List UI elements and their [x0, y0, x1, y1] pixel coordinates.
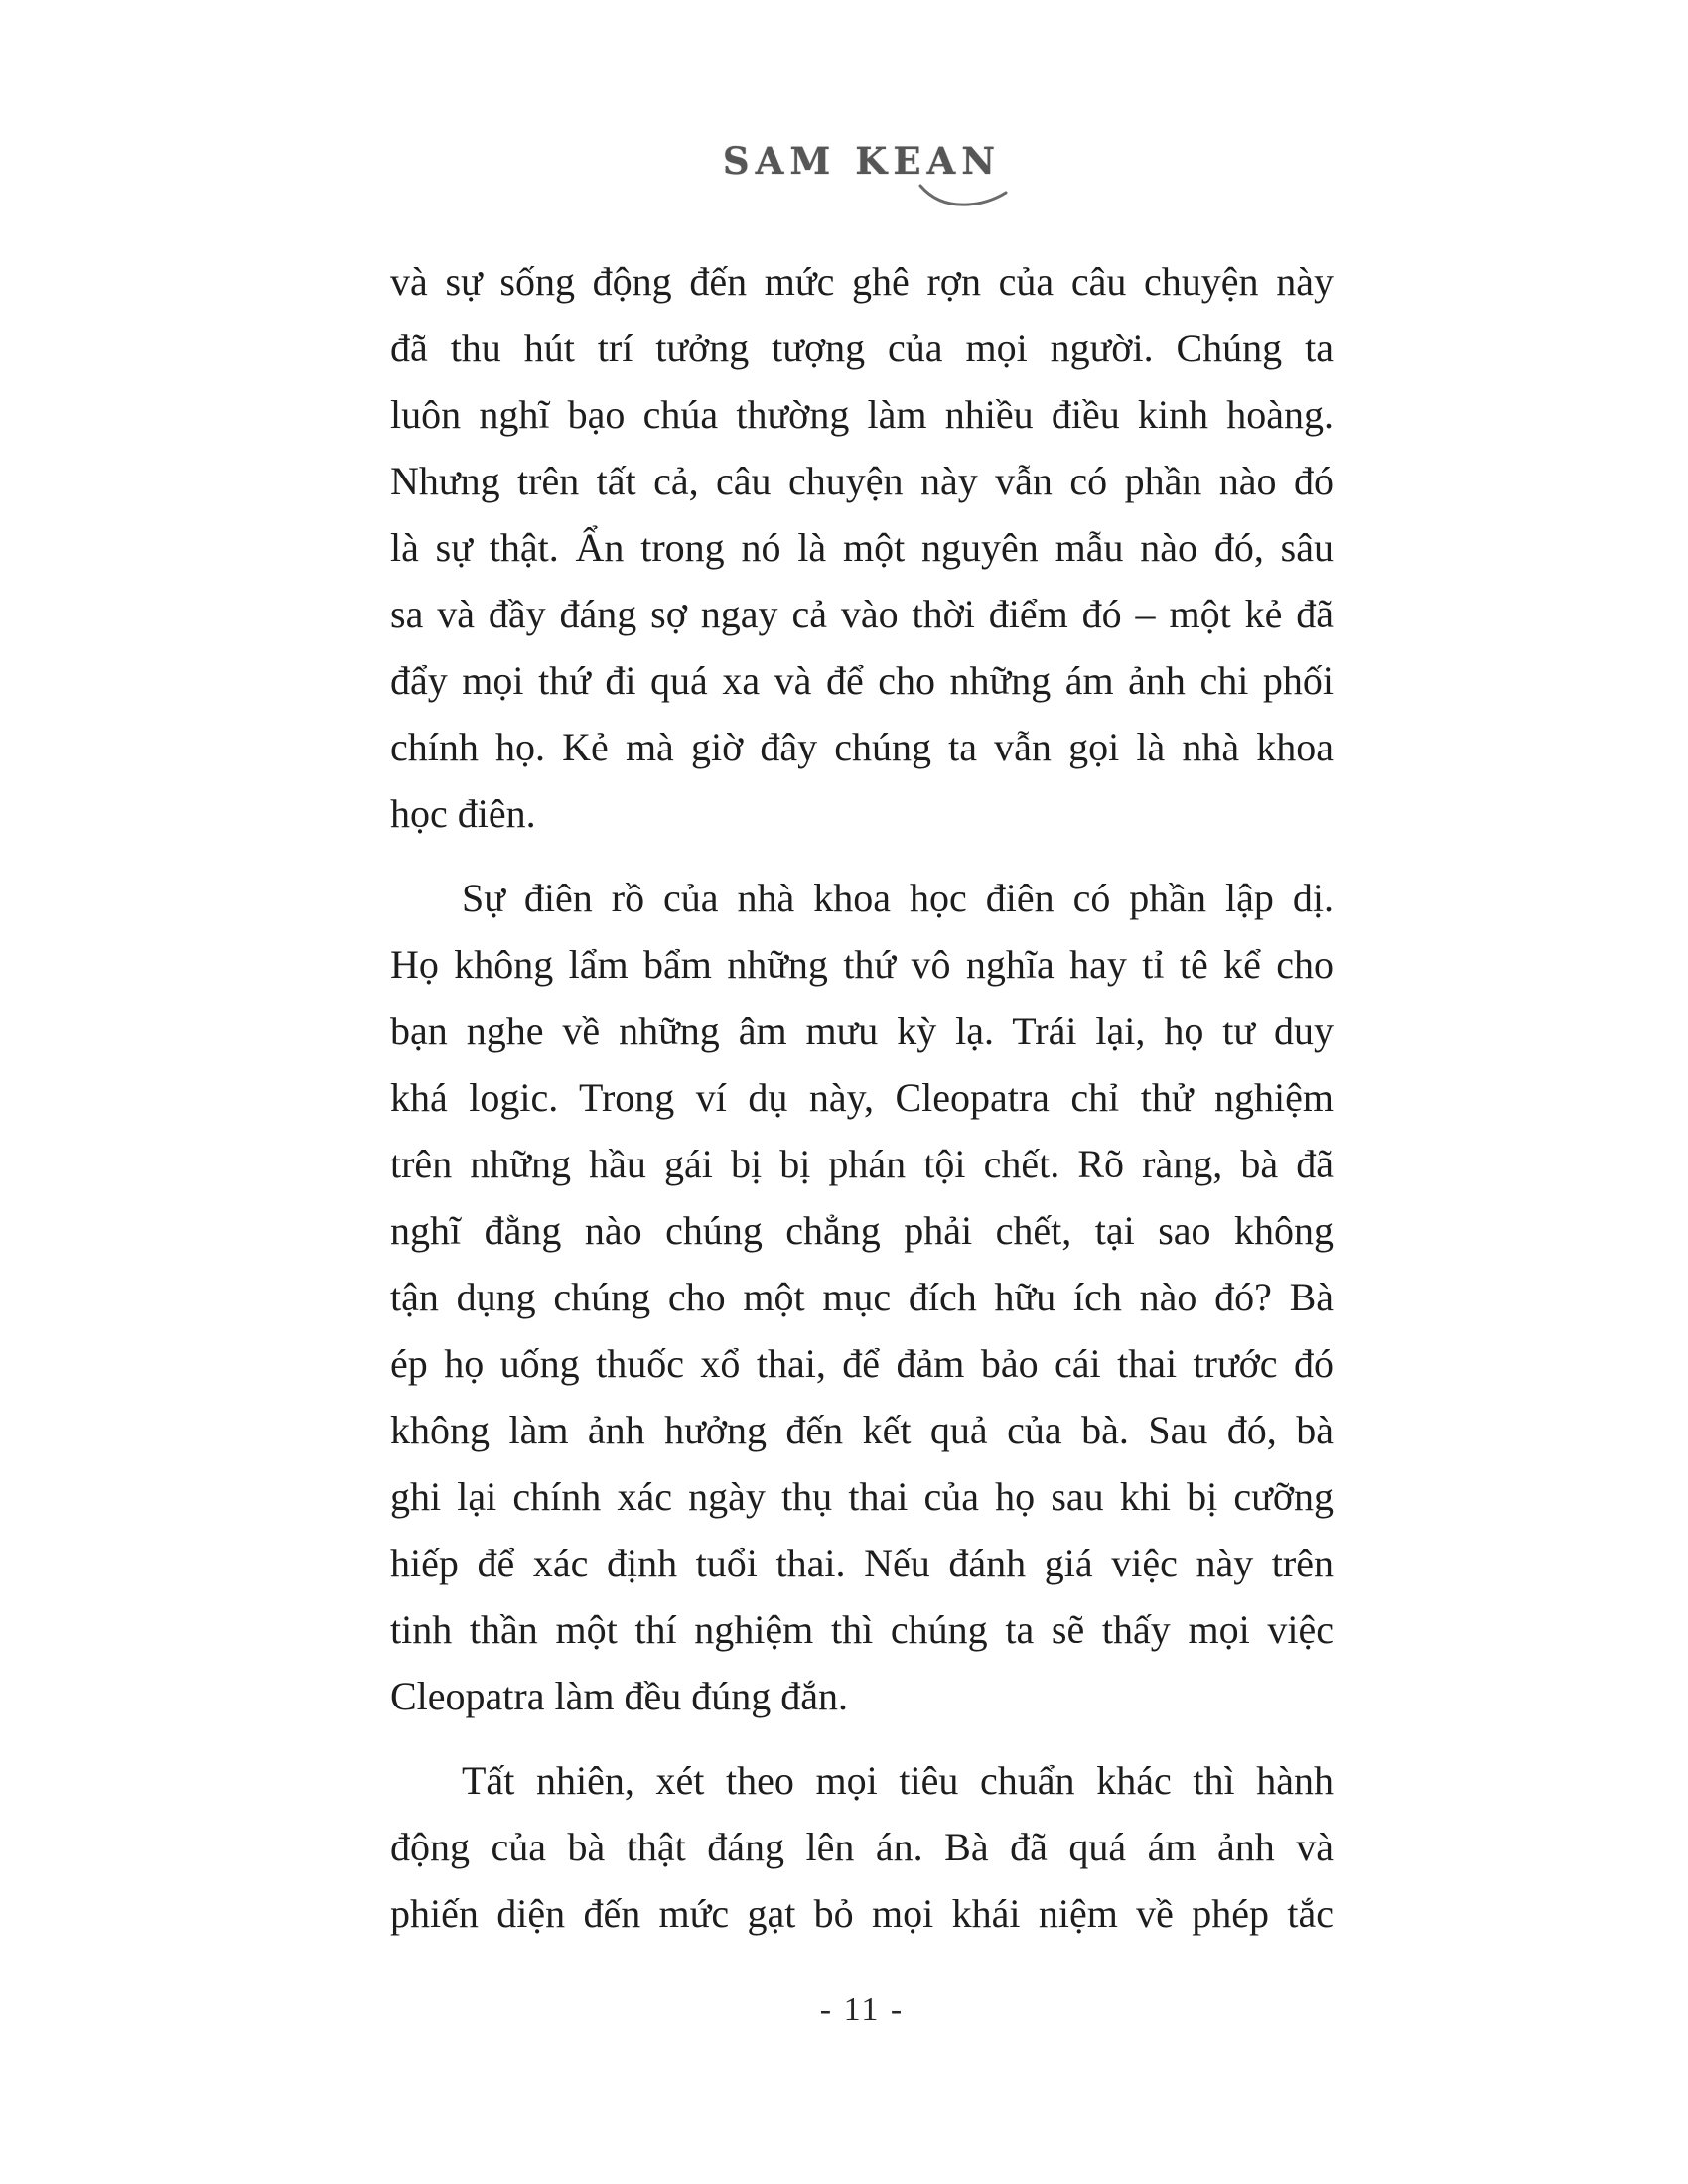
- text-line: Tất nhiên, xét theo mọi tiêu chuẩn khác thì hành: [462, 1758, 1334, 1803]
- text-line: Nhưng trên tất cả, câu chuyện này vẫn có phần nào đó: [390, 459, 1334, 503]
- text-line: tận dụng chúng cho một mục đích hữu ích nào đó? Bà: [390, 1275, 1334, 1319]
- text-line: chính họ. Kẻ mà giờ đây chúng ta vẫn gọi là nhà khoa: [390, 725, 1334, 769]
- text-line: trên những hầu gái bị bị phán tội chết. Rõ ràng, bà đã: [390, 1142, 1334, 1186]
- text-line: luôn nghĩ bạo chúa thường làm nhiều điều kinh hoàng.: [390, 392, 1334, 437]
- text-line: Cleopatra làm đều đúng đắn.: [390, 1674, 848, 1718]
- page-number: - 11 -: [819, 1991, 905, 2028]
- text-line: nghĩ đằng nào chúng chẳng phải chết, tại sao không: [390, 1208, 1334, 1253]
- paragraph: [390, 1747, 1334, 1947]
- text-line: bạn nghe về những âm mưu kỳ lạ. Trái lại, họ tư duy: [390, 1009, 1334, 1053]
- text-line: học điên.: [390, 791, 536, 836]
- running-head: [390, 139, 1334, 183]
- text-line: Họ không lẩm bẩm những thứ vô nghĩa hay tỉ tê kể cho: [390, 942, 1334, 987]
- text-line: động của bà thật đáng lên án. Bà đã quá ám ảnh và: [390, 1825, 1334, 1869]
- text-line: ghi lại chính xác ngày thụ thai của họ sau khi bị cưỡng: [390, 1474, 1334, 1519]
- running-head-title: SAM KEAN: [722, 139, 1002, 183]
- text-block: [390, 248, 1334, 1965]
- text-line: hiếp để xác định tuổi thai. Nếu đánh giá việc này trên: [390, 1541, 1334, 1585]
- text-line: ép họ uống thuốc xổ thai, để đảm bảo cái thai trước đó: [390, 1341, 1334, 1386]
- text-line: đẩy mọi thứ đi quá xa và để cho những ám ảnh chi phối: [390, 658, 1334, 703]
- text-line: Sự điên rồ của nhà khoa học điên có phần lập dị.: [462, 876, 1334, 920]
- text-line: khá logic. Trong ví dụ này, Cleopatra chỉ thử nghiệm: [390, 1075, 1334, 1120]
- text-line: không làm ảnh hưởng đến kết quả của bà. Sau đó, bà: [390, 1408, 1334, 1452]
- text-line: là sự thật. Ẩn trong nó là một nguyên mẫu nào đó, sâu: [390, 525, 1334, 570]
- text-line: phiến diện đến mức gạt bỏ mọi khái niệm về phép tắc: [390, 1891, 1334, 1936]
- paragraph: [390, 248, 1334, 847]
- text-line: đã thu hút trí tưởng tượng của mọi người. Chúng ta: [390, 326, 1334, 370]
- text-line: sa và đầy đáng sợ ngay cả vào thời điểm đó – một kẻ đã: [390, 592, 1334, 636]
- text-line: và sự sống động đến mức ghê rợn của câu chuyện này: [390, 259, 1334, 304]
- paragraph: [390, 865, 1334, 1729]
- text-line: tinh thần một thí nghiệm thì chúng ta sẽ thấy mọi việc: [390, 1607, 1334, 1652]
- header-flourish-icon: [918, 183, 1008, 208]
